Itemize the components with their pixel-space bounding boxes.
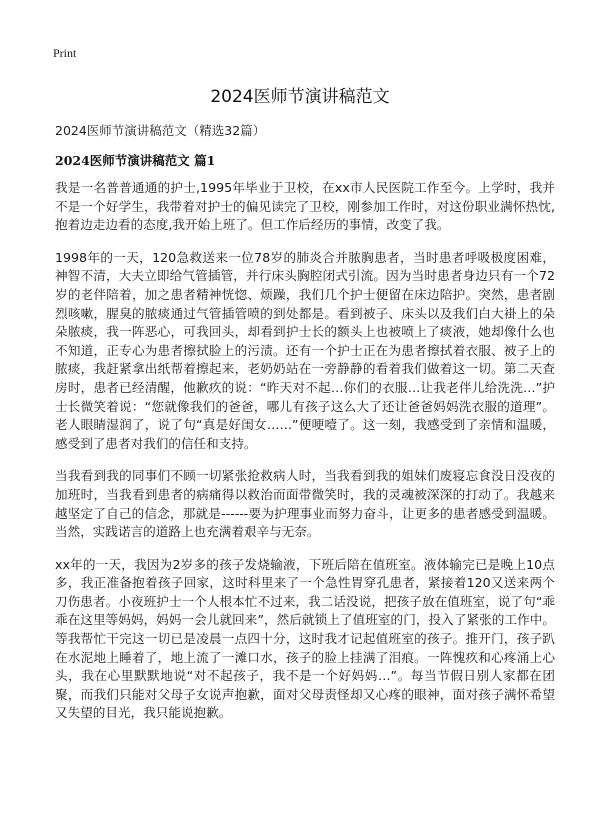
paragraph: 1998年的一天，120急救送来一位78岁的肺炎合并脓胸患者，当时患者呼吸极度困难，神智不清，大夫立即给气管插管，并行床头胸腔闭式引流。因为当时患者身边只有一个72岁的老伴陪着，加之患者精神恍惚、烦躁，我们几个护士便留在床边陪护。突然，患者剧烈咳嗽，腥臭的脓痰通过气管插管喷的到处都是。看到被子、床头以及我们白大褂上的朵朵脓痰，我一阵恶心，可我回头，却看到护士长的额头上也被喷上了痰液，她却像什么也不知道，正专心为患者擦拭脸上的污渍。还有一个护士正在为患者擦拭着衣服、被子上的脓痰，我赶紧拿出纸帮着擦起来，老奶奶站在一旁静静的看着我们做着这一切。第二天查房时，患者已经清醒，他歉疚的说：“昨天对不起…你们的衣服…让我老伴儿给洗洗…”护士长微笑着说：“您就像我们的爸爸，哪儿有孩子这么大了还让爸爸妈妈洗衣服的道理”。老人眼睛湿润了，说了句“真是好闺女……”便哽噎了。这一刻，我感受到了亲情和温暖，感受到了患者对我们的信任和支持。 <box>55 249 555 451</box>
document-subtitle: 2024医师节演讲稿范文（精选32篇） <box>55 123 266 138</box>
paragraph: 当我看到我的同事们不顾一切紧张抢救病人时，当我看到我的姐妹们废寝忘食没日没夜的加班时，当我看到患者的病痛得以救治而面带微笑时，我的灵魂被深深的打动了。我越来越坚定了自己的信念，那就是------要为护理事业而努力奋斗，让更多的患者感受到温暖。当然，实践诺言的道路上也充满着艰辛与无奈。 <box>55 468 555 540</box>
paragraph: xx年的一天，我因为2岁多的孩子发烧输液，下班后陪在值班室。液体输完已是晚上10点多，我正准备抱着孩子回家，这时科里来了一个急性胃穿孔患者，紧接着120又送来两个刀伤患者。小夜班护士一个人根本忙不过来，我二话没说，把孩子放在值班室，说了句“乖乖在这里等妈妈，妈妈一会儿就回来”，然后就锁上了值班室的门，投入了紧张的工作中。等我帮忙干完这一切已是凌晨一点四十分，这时我才记起值班室的孩子。推开门，孩子趴在水泥地上睡着了，地上流了一滩口水，孩子的脸上挂满了泪痕。一阵愧疚和心疼涌上心头，我在心里默默地说“对不起孩子，我不是一个好妈妈…”。每当节假日别人家都在团聚，而我们只能对父母子女说声抱歉，面对父母责怪却又心疼的眼神，面对孩子满怀希望又失望的目光，我只能说抱歉。 <box>55 556 555 721</box>
paragraph: 我是一名普普通通的护士,1995年毕业于卫校，在xx市人民医院工作至今。上学时，我并不是一个好学生，我带着对护士的偏见读完了卫校，刚参加工作时，对这份职业满怀热忱,抱着边走边看的态度,我开始上班了。但工作后经历的事情，改变了我。 <box>55 180 555 233</box>
article-body <box>55 179 555 737</box>
page-title: 2024医师节演讲稿范文 <box>210 87 390 107</box>
section-heading: 2024医师节演讲稿范文 篇1 <box>55 153 216 168</box>
print-link[interactable]: Print <box>53 46 77 60</box>
